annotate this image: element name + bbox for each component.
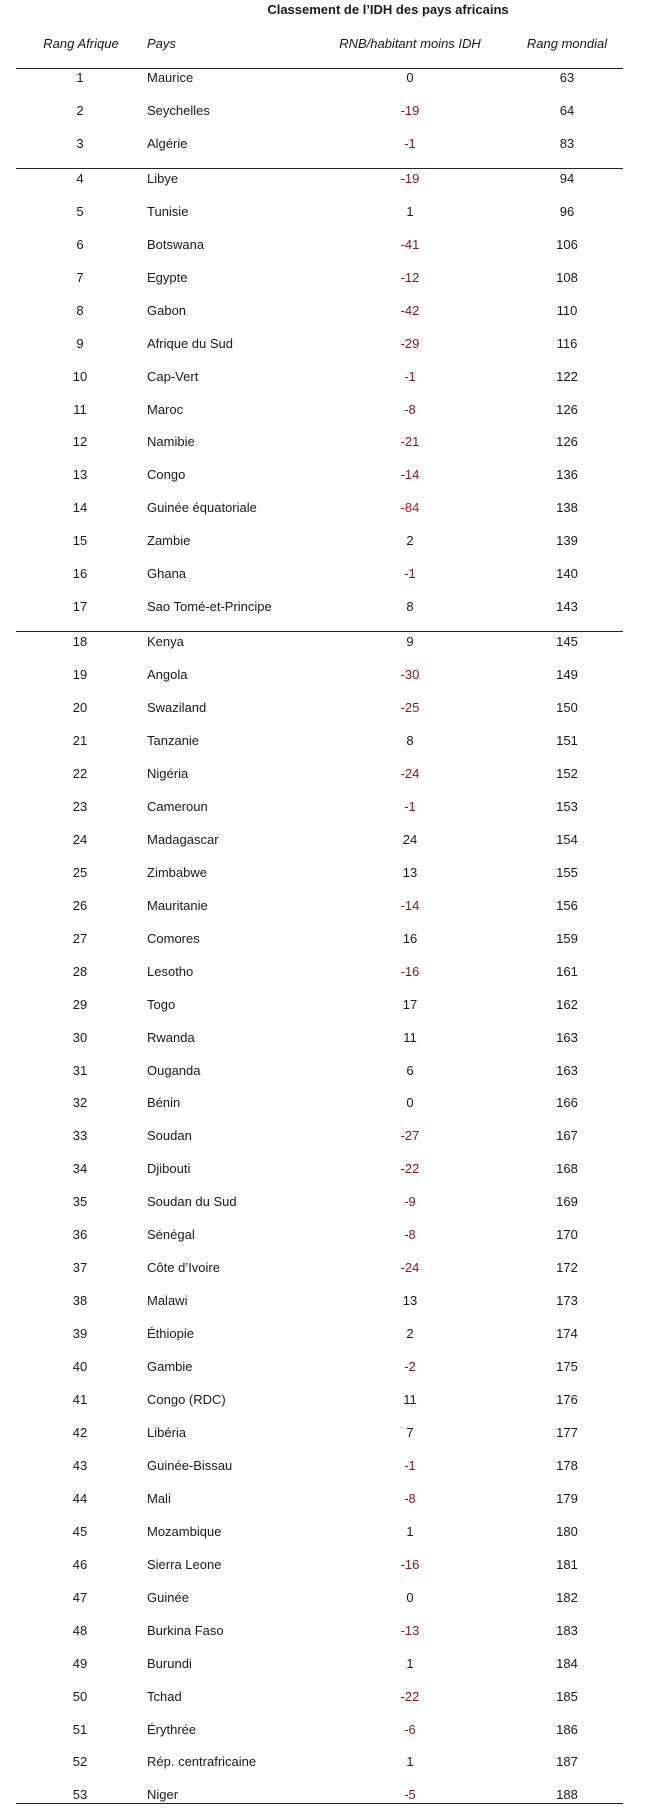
cell-pays: Érythrée — [147, 1721, 197, 1737]
cell-rnb: -24 — [400, 765, 420, 781]
cell-rang-mondial: 138 — [556, 500, 578, 516]
cell-rnb: 11 — [403, 1392, 417, 1407]
table-row — [0, 533, 654, 553]
cell-rang-afrique: 47 — [72, 1589, 88, 1605]
cell-pays: Botswana — [147, 236, 205, 252]
cell-rnb: 1 — [406, 1523, 414, 1539]
table-row — [0, 700, 654, 720]
cell-rang-mondial: 163 — [556, 1062, 578, 1078]
cell-rang-afrique: 4 — [76, 170, 84, 186]
cell-pays: Algérie — [147, 135, 188, 151]
cell-rang-mondial: 155 — [556, 864, 578, 880]
cell-pays: Lesotho — [147, 963, 194, 979]
cell-rang-mondial: 143 — [556, 599, 578, 615]
cell-rang-mondial: 169 — [556, 1194, 578, 1210]
cell-rnb: -5 — [404, 1787, 416, 1803]
table-row — [0, 1787, 654, 1807]
cell-pays: Tunisie — [147, 203, 189, 219]
cell-pays: Soudan — [147, 1128, 192, 1144]
cell-rang-afrique: 52 — [72, 1754, 88, 1770]
cell-pays: Madagascar — [147, 831, 219, 847]
cell-pays: Rwanda — [147, 1029, 195, 1045]
table-row — [0, 136, 654, 156]
cell-rang-mondial: 96 — [559, 203, 575, 219]
table-row — [0, 1063, 654, 1083]
cell-pays: Afrique du Sud — [147, 335, 234, 351]
cell-rang-afrique: 9 — [76, 335, 84, 351]
cell-rang-mondial: 94 — [559, 170, 575, 186]
cell-pays: Djibouti — [147, 1161, 191, 1177]
table-row — [0, 1260, 654, 1280]
cell-rang-afrique: 36 — [72, 1227, 88, 1243]
cell-rang-afrique: 15 — [72, 533, 88, 549]
cell-rang-mondial: 187 — [556, 1754, 578, 1770]
cell-rnb: -9 — [404, 1194, 416, 1210]
cell-rang-mondial: 172 — [556, 1260, 578, 1276]
cell-pays: Ouganda — [147, 1062, 201, 1078]
cell-rnb: -22 — [400, 1161, 420, 1177]
cell-pays: Libéria — [147, 1424, 187, 1440]
cell-rnb: 13 — [402, 1293, 418, 1309]
cell-pays: Burundi — [147, 1655, 192, 1671]
cell-rang-afrique: 6 — [76, 236, 84, 252]
cell-pays: Maroc — [147, 401, 184, 417]
cell-pays: Seychelles — [147, 102, 210, 118]
cell-rnb: -2 — [404, 1359, 416, 1375]
table-row — [0, 204, 654, 224]
cell-pays: Guinée équatoriale — [147, 500, 257, 516]
cell-rang-afrique: 26 — [72, 897, 88, 913]
cell-rang-mondial: 126 — [556, 401, 578, 417]
cell-rang-afrique: 46 — [72, 1556, 88, 1572]
table-row — [0, 336, 654, 356]
cell-rang-afrique: 3 — [76, 135, 84, 151]
cell-rang-afrique: 18 — [72, 634, 88, 650]
cell-pays: Rép. centrafricaine — [147, 1754, 257, 1770]
cell-rang-afrique: 23 — [72, 798, 88, 814]
cell-rang-afrique: 48 — [72, 1622, 88, 1638]
cell-rnb: -21 — [400, 434, 420, 450]
table-row — [0, 171, 654, 191]
cell-rang-afrique: 16 — [72, 566, 88, 582]
cell-rang-mondial: 116 — [556, 335, 578, 351]
table-row — [0, 500, 654, 520]
header-rnb: RNB/habitant moins IDH — [339, 36, 481, 51]
table-row — [0, 1590, 654, 1610]
cell-rang-afrique: 43 — [72, 1457, 88, 1473]
cell-pays: Swaziland — [147, 700, 207, 716]
cell-rnb: -42 — [400, 302, 420, 318]
cell-rang-afrique: 44 — [72, 1490, 88, 1506]
cell-rang-afrique: 10 — [72, 368, 88, 384]
cell-rnb: 16 — [402, 930, 418, 946]
cell-rang-mondial: 110 — [556, 302, 578, 318]
cell-pays: Gabon — [147, 302, 187, 318]
cell-rang-mondial: 178 — [556, 1457, 578, 1473]
cell-rang-mondial: 136 — [556, 467, 578, 483]
cell-rang-mondial: 173 — [556, 1293, 578, 1309]
table-row — [0, 103, 654, 123]
cell-rang-mondial: 159 — [556, 930, 578, 946]
cell-pays: Burkina Faso — [147, 1622, 224, 1638]
cell-rang-mondial: 177 — [556, 1424, 578, 1440]
cell-rang-afrique: 51 — [72, 1721, 88, 1737]
cell-rang-afrique: 33 — [72, 1128, 88, 1144]
table-row — [0, 1095, 654, 1115]
cell-rang-afrique: 20 — [72, 700, 88, 716]
cell-pays: Malawi — [147, 1293, 188, 1309]
cell-rnb: -22 — [400, 1688, 420, 1704]
cell-rang-afrique: 12 — [72, 434, 88, 450]
table-row — [0, 1326, 654, 1346]
cell-pays: Kenya — [147, 634, 184, 650]
cell-rang-afrique: 38 — [72, 1293, 88, 1309]
cell-rnb: 1 — [406, 1655, 414, 1671]
cell-rnb: 8 — [406, 599, 414, 615]
cell-pays: Bénin — [147, 1095, 181, 1111]
cell-rnb: 7 — [406, 1424, 414, 1440]
header-rang-afrique: Rang Afrique — [43, 36, 119, 51]
cell-rang-afrique: 39 — [72, 1326, 88, 1342]
cell-rang-afrique: 35 — [72, 1194, 88, 1210]
cell-pays: Zimbabwe — [147, 864, 207, 880]
cell-rang-mondial: 168 — [556, 1161, 578, 1177]
cell-rnb: 9 — [406, 634, 414, 650]
cell-rang-mondial: 175 — [556, 1359, 578, 1375]
cell-rnb: 8 — [406, 733, 414, 748]
table-row — [0, 1227, 654, 1247]
cell-rang-afrique: 32 — [72, 1095, 88, 1111]
table-row — [0, 1524, 654, 1544]
table-row — [0, 467, 654, 487]
cell-rang-afrique: 45 — [72, 1523, 88, 1539]
cell-rang-mondial: 162 — [556, 996, 578, 1012]
cell-rang-mondial: 186 — [556, 1721, 578, 1737]
cell-rnb: 0 — [406, 1095, 414, 1111]
cell-rang-mondial: 150 — [556, 700, 578, 716]
cell-rang-mondial: 153 — [556, 798, 578, 814]
cell-rnb: -12 — [400, 269, 420, 285]
cell-rnb: -14 — [400, 897, 420, 913]
table-row — [0, 566, 654, 586]
cell-rnb: 6 — [406, 1062, 414, 1078]
table-row — [0, 1392, 654, 1412]
cell-rang-afrique: 8 — [76, 302, 84, 318]
cell-pays: Congo — [147, 467, 186, 483]
table-row — [0, 898, 654, 918]
table-row — [0, 832, 654, 852]
cell-rang-mondial: 140 — [556, 566, 578, 582]
cell-rnb: -13 — [400, 1622, 420, 1638]
table-row — [0, 1293, 654, 1313]
table-row — [0, 634, 654, 654]
cell-rnb: 1 — [406, 1754, 414, 1770]
cell-rnb: -1 — [404, 566, 416, 582]
cell-rnb: -41 — [400, 236, 420, 252]
table-row — [0, 799, 654, 819]
cell-rang-afrique: 14 — [72, 500, 88, 516]
cell-pays: Cap-Vert — [147, 368, 199, 384]
cell-rang-afrique: 50 — [72, 1688, 88, 1704]
table-row — [0, 270, 654, 290]
cell-pays: Sierra Leone — [147, 1556, 222, 1572]
table-row — [0, 931, 654, 951]
table-row — [0, 1425, 654, 1445]
cell-rang-mondial: 176 — [556, 1392, 578, 1407]
cell-rnb: -8 — [404, 401, 416, 417]
cell-pays: Zambie — [147, 533, 191, 549]
cell-pays: Namibie — [147, 434, 195, 450]
cell-rang-mondial: 182 — [556, 1589, 578, 1605]
cell-pays: Togo — [147, 996, 176, 1012]
cell-pays: Soudan du Sud — [147, 1194, 237, 1210]
cell-rnb: -8 — [404, 1227, 416, 1243]
cell-rang-mondial: 185 — [556, 1688, 578, 1704]
cell-rnb: 2 — [406, 1326, 414, 1342]
cell-pays: Sao Tomé-et-Principe — [147, 599, 272, 615]
cell-rnb: -1 — [404, 135, 416, 151]
cell-pays: Maurice — [147, 70, 194, 85]
cell-rnb: -1 — [404, 798, 416, 814]
cell-pays: Mauritanie — [147, 897, 208, 913]
cell-rang-mondial: 181 — [556, 1556, 578, 1572]
cell-rang-afrique: 53 — [72, 1787, 88, 1803]
cell-pays: Mozambique — [147, 1523, 222, 1539]
cell-rang-afrique: 41 — [72, 1392, 88, 1407]
cell-pays: Cameroun — [147, 798, 208, 814]
cell-rang-mondial: 163 — [556, 1029, 578, 1045]
cell-rang-mondial: 64 — [559, 102, 575, 118]
table-row — [0, 1557, 654, 1577]
cell-rang-mondial: 188 — [556, 1787, 578, 1803]
cell-pays: Guinée-Bissau — [147, 1457, 233, 1473]
table-row — [0, 964, 654, 984]
cell-rang-mondial: 139 — [556, 533, 578, 549]
table-row — [0, 1722, 654, 1742]
cell-pays: Gambie — [147, 1359, 193, 1375]
cell-rang-afrique: 31 — [72, 1062, 88, 1078]
cell-rnb: -27 — [400, 1128, 420, 1144]
cell-rang-mondial: 106 — [556, 236, 578, 252]
cell-rang-afrique: 7 — [76, 269, 84, 285]
cell-rang-mondial: 161 — [556, 963, 578, 979]
cell-pays: Guinée — [147, 1589, 189, 1605]
cell-pays: Ghana — [147, 566, 187, 582]
cell-rang-mondial: 184 — [556, 1655, 578, 1671]
cell-pays: Egypte — [147, 269, 188, 285]
cell-rang-mondial: 179 — [556, 1490, 578, 1506]
cell-rang-afrique: 5 — [76, 203, 84, 219]
cell-rang-afrique: 37 — [72, 1260, 88, 1276]
cell-pays: Mali — [147, 1490, 171, 1506]
table-title: Classement de l’IDH des pays africains — [267, 2, 509, 17]
cell-pays: Niger — [147, 1787, 179, 1803]
cell-rnb: -30 — [400, 667, 420, 683]
table-row — [0, 1030, 654, 1050]
cell-rnb: -24 — [400, 1260, 420, 1276]
table-row — [0, 70, 654, 90]
cell-pays: Côte d’Ivoire — [147, 1260, 220, 1276]
cell-rnb: -14 — [400, 467, 420, 483]
cell-rang-afrique: 19 — [72, 667, 88, 683]
cell-rnb: 24 — [402, 831, 418, 847]
cell-rnb: -25 — [400, 700, 420, 716]
cell-rang-afrique: 24 — [72, 831, 88, 847]
cell-rang-afrique: 2 — [76, 102, 84, 118]
table-row — [0, 667, 654, 687]
cell-rnb: 13 — [402, 864, 418, 880]
table-row — [0, 1689, 654, 1709]
cell-rang-mondial: 154 — [556, 831, 578, 847]
cell-rang-mondial: 156 — [556, 897, 578, 913]
table-row — [0, 434, 654, 454]
table-row — [0, 1161, 654, 1181]
cell-pays: Éthiopie — [147, 1326, 194, 1342]
cell-rang-mondial: 145 — [556, 634, 578, 650]
cell-rang-afrique: 22 — [72, 765, 88, 781]
cell-rnb: -84 — [400, 500, 420, 516]
table-row — [0, 1194, 654, 1214]
table-row — [0, 1458, 654, 1478]
cell-pays: Tchad — [147, 1688, 182, 1704]
cell-rnb: -16 — [400, 1556, 420, 1572]
table-row — [0, 865, 654, 885]
cell-rang-afrique: 30 — [72, 1029, 88, 1045]
cell-rnb: -8 — [404, 1490, 416, 1506]
cell-rnb: 17 — [402, 996, 418, 1012]
cell-pays: Tanzanie — [147, 733, 200, 748]
cell-rang-afrique: 13 — [72, 467, 88, 483]
cell-rnb: -16 — [400, 963, 420, 979]
cell-rnb: -1 — [404, 1457, 416, 1473]
cell-rnb: -19 — [400, 170, 420, 186]
cell-rang-mondial: 122 — [556, 368, 578, 384]
table-row — [0, 1359, 654, 1379]
table-row — [0, 237, 654, 257]
cell-rnb: 2 — [406, 533, 414, 549]
table-row — [0, 997, 654, 1017]
cell-pays: Nigéria — [147, 765, 189, 781]
cell-rang-afrique: 21 — [72, 733, 88, 748]
cell-rang-mondial: 166 — [556, 1095, 578, 1111]
cell-rang-mondial: 152 — [556, 765, 578, 781]
cell-pays: Comores — [147, 930, 200, 946]
table-row — [0, 1656, 654, 1676]
table-row — [0, 1754, 654, 1774]
cell-rang-afrique: 17 — [72, 599, 88, 615]
cell-rang-afrique: 1 — [76, 70, 84, 85]
table-row — [0, 1128, 654, 1148]
cell-rang-mondial: 151 — [556, 733, 578, 748]
cell-rang-afrique: 28 — [72, 963, 88, 979]
cell-rang-afrique: 29 — [72, 996, 88, 1012]
cell-rang-afrique: 40 — [72, 1359, 88, 1375]
table-row — [0, 599, 654, 619]
cell-pays: Libye — [147, 170, 179, 186]
table-row — [0, 766, 654, 786]
cell-rang-afrique: 42 — [72, 1424, 88, 1440]
header-rang-mondial: Rang mondial — [526, 36, 608, 51]
cell-rang-afrique: 34 — [72, 1161, 88, 1177]
cell-rang-mondial: 63 — [559, 70, 575, 85]
table-row — [0, 1623, 654, 1643]
cell-rnb: -1 — [404, 368, 416, 384]
cell-rnb: 0 — [406, 70, 414, 85]
cell-rang-mondial: 170 — [556, 1227, 578, 1243]
cell-rang-mondial: 83 — [559, 135, 575, 151]
cell-rang-afrique: 11 — [73, 401, 87, 417]
cell-rang-mondial: 167 — [556, 1128, 578, 1144]
cell-rang-mondial: 183 — [556, 1622, 578, 1638]
cell-pays: Angola — [147, 667, 188, 683]
cell-rang-afrique: 25 — [72, 864, 88, 880]
cell-rnb: -6 — [404, 1721, 416, 1737]
cell-rang-mondial: 180 — [556, 1523, 578, 1539]
table-row — [0, 402, 654, 422]
cell-rnb: -29 — [400, 335, 420, 351]
cell-rnb: -19 — [400, 102, 420, 118]
cell-rnb: 0 — [406, 1589, 414, 1605]
cell-rang-afrique: 49 — [72, 1655, 88, 1671]
cell-rnb: 1 — [406, 203, 414, 219]
cell-pays: Sénégal — [147, 1227, 195, 1243]
table-row — [0, 733, 654, 753]
cell-rnb: 11 — [403, 1029, 417, 1045]
cell-rang-afrique: 27 — [72, 930, 88, 946]
cell-rang-mondial: 108 — [556, 269, 578, 285]
table-row — [0, 1491, 654, 1511]
cell-rang-mondial: 149 — [556, 667, 578, 683]
table-row — [0, 369, 654, 389]
table-row — [0, 303, 654, 323]
cell-pays: Congo (RDC) — [147, 1392, 226, 1407]
cell-rang-mondial: 126 — [556, 434, 578, 450]
header-pays: Pays — [147, 36, 176, 51]
cell-rang-mondial: 174 — [556, 1326, 578, 1342]
